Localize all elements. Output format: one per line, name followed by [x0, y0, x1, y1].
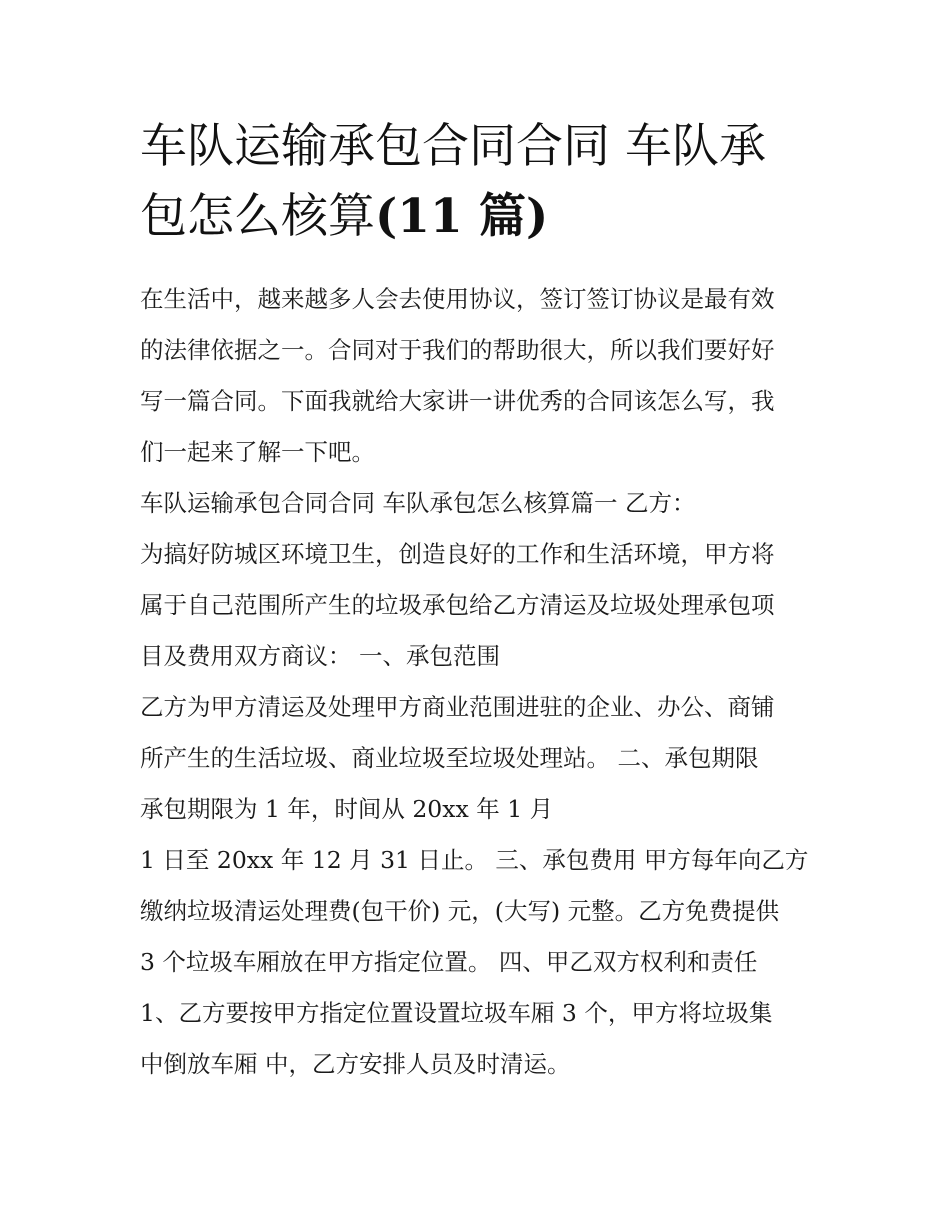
- title-line-2-text: 包怎么核算: [140, 189, 375, 244]
- document-content: [140, 112, 815, 1090]
- body-line-12: 1 日至 20xx 年 12 月 31 日止。 三、承包费用 甲方每年向乙方: [140, 846, 809, 874]
- body-line-13: 缴纳垃圾清运处理费(包干价) 元，(大写) 元整。乙方免费提供: [140, 897, 780, 925]
- body-line-6: 为搞好防城区环境卫生，创造良好的工作和生活环境，甲方将: [140, 540, 775, 568]
- body-line-9: 乙方为甲方清运及处理甲方商业范围进驻的企业、办公、商铺: [140, 693, 775, 721]
- body-line-2: 的法律依据之一。合同对于我们的帮助很大，所以我们要好好: [140, 336, 775, 364]
- body-line-1: 在生活中，越来越多人会去使用协议，签订签订协议是最有效: [140, 285, 775, 313]
- body-line-15: 1、乙方要按甲方指定位置设置垃圾车厢 3 个，甲方将垃圾集: [140, 999, 773, 1027]
- title-line-2-count: (11 篇): [375, 189, 549, 244]
- title-line-2: [140, 182, 815, 252]
- body-line-7: 属于自己范围所产生的垃圾承包给乙方清运及垃圾处理承包项: [140, 591, 775, 619]
- body-line-16: 中倒放车厢 中，乙方安排人员及时清运。: [140, 1050, 571, 1078]
- body-line-8: 目及费用双方商议： 一、承包范围: [140, 642, 500, 670]
- document-body: [140, 274, 815, 1090]
- body-line-11: 承包期限为 1 年，时间从 20xx 年 1 月: [140, 795, 554, 823]
- body-line-4: 们一起来了解一下吧。: [140, 438, 375, 466]
- document-title: [140, 112, 815, 252]
- body-line-3: 写一篇合同。下面我就给大家讲一讲优秀的合同该怎么写，我: [140, 387, 775, 415]
- title-line-1: 车队运输承包合同合同 车队承: [140, 119, 766, 174]
- body-line-5: 车队运输承包合同合同 车队承包怎么核算篇一 乙方：: [140, 489, 696, 517]
- body-line-14: 3 个垃圾车厢放在甲方指定位置。 四、甲乙双方权利和责任: [140, 948, 758, 976]
- body-line-10: 所产生的生活垃圾、商业垃圾至垃圾处理站。 二、承包期限: [140, 744, 759, 772]
